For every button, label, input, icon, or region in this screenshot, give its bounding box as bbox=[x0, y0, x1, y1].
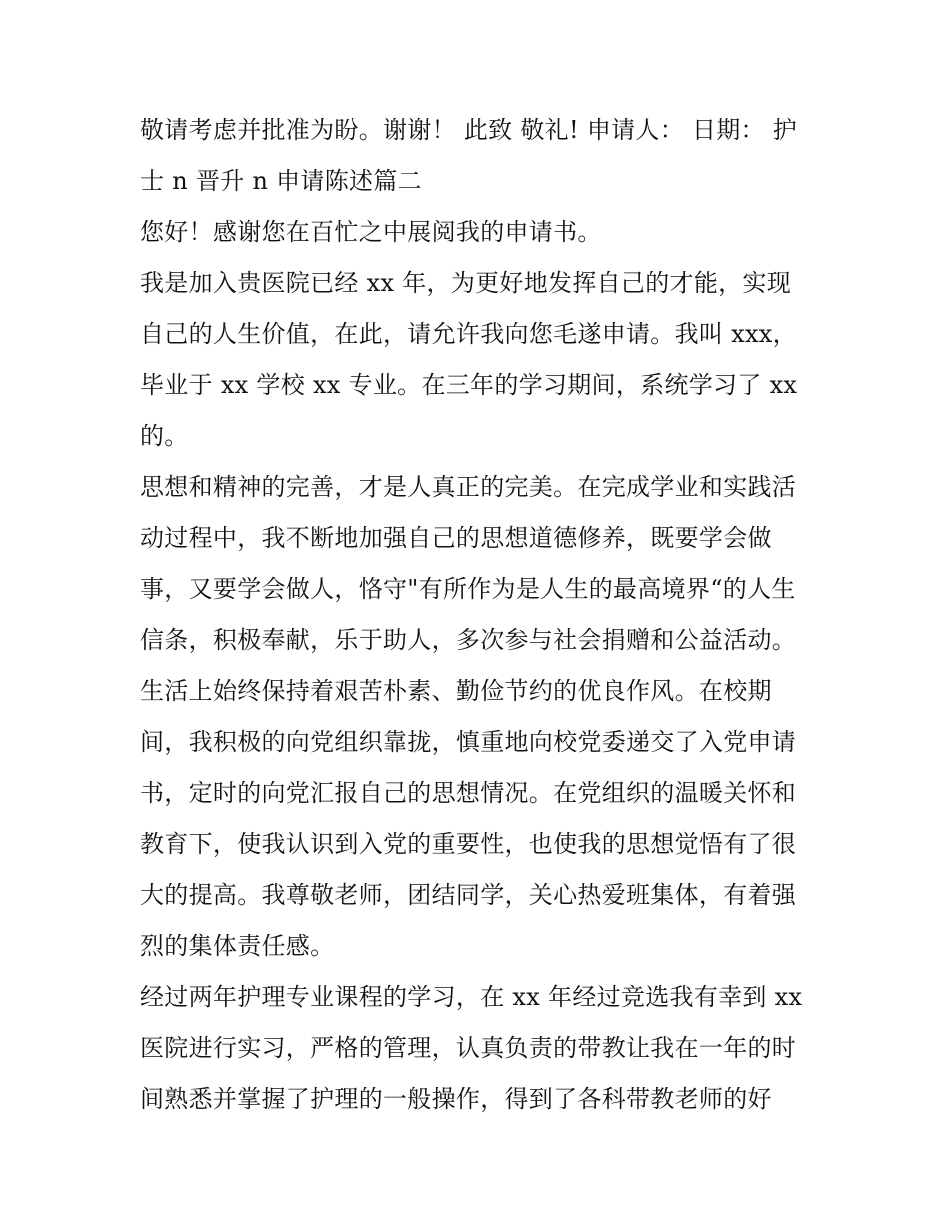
text-line-9: 动过程中，我不断地加强自己的思想道德修养，既要学会做 bbox=[140, 524, 772, 552]
text-line-12: 生活上始终保持着艰苦朴素、勤俭节约的优良作风。在校期 bbox=[140, 677, 772, 705]
text-line-1: 敬请考虑并批准为盼。谢谢！ 此致 敬礼! 申请人： 日期： 护 bbox=[140, 116, 798, 144]
text-line-19: 医院进行实习，严格的管理，认真负责的带教让我在一年的时 bbox=[140, 1034, 797, 1062]
text-line-8: 思想和精神的完善，才是人真正的完美。在完成学业和实践活 bbox=[140, 473, 797, 501]
text-line-10: 事，又要学会做人，恪守"有所作为是人生的最高境界“的人生 bbox=[140, 575, 796, 603]
text-line-17: 烈的集体责任感。 bbox=[140, 932, 335, 960]
text-line-11: 信条，积极奉献，乐于助人，多次参与社会捐赠和公益活动。 bbox=[140, 626, 797, 654]
text-line-16: 大的提高。我尊敬老师，团结同学，关心热爱班集体，有着强 bbox=[140, 881, 797, 909]
text-line-5: 自己的人生价值，在此，请允许我向您毛遂申请。我叫 xxx， bbox=[140, 320, 797, 348]
text-line-3: 您好！感谢您在百忙之中展阅我的申请书。 bbox=[140, 218, 602, 246]
text-line-7: 的。 bbox=[140, 422, 189, 450]
text-line-18: 经过两年护理专业课程的学习，在 xx 年经过竞选我有幸到 xx bbox=[140, 983, 803, 1011]
text-line-15: 教育下，使我认识到入党的重要性，也使我的思想觉悟有了很 bbox=[140, 830, 797, 858]
text-line-6: 毕业于 xx 学校 xx 专业。在三年的学习期间，系统学习了 xx bbox=[140, 371, 798, 399]
text-line-4: 我是加入贵医院已经 xx 年，为更好地发挥自己的才能，实现 bbox=[140, 269, 792, 297]
text-line-2: 士 n 晋升 n 申请陈述篇二 bbox=[140, 167, 422, 195]
text-line-13: 间，我积极的向党组织靠拢，慎重地向校党委递交了入党申请 bbox=[140, 728, 797, 756]
text-line-20: 间熟悉并掌握了护理的一般操作，得到了各科带教老师的好 bbox=[140, 1085, 772, 1113]
text-line-14: 书，定时的向党汇报自己的思想情况。在党组织的温暖关怀和 bbox=[140, 779, 797, 807]
